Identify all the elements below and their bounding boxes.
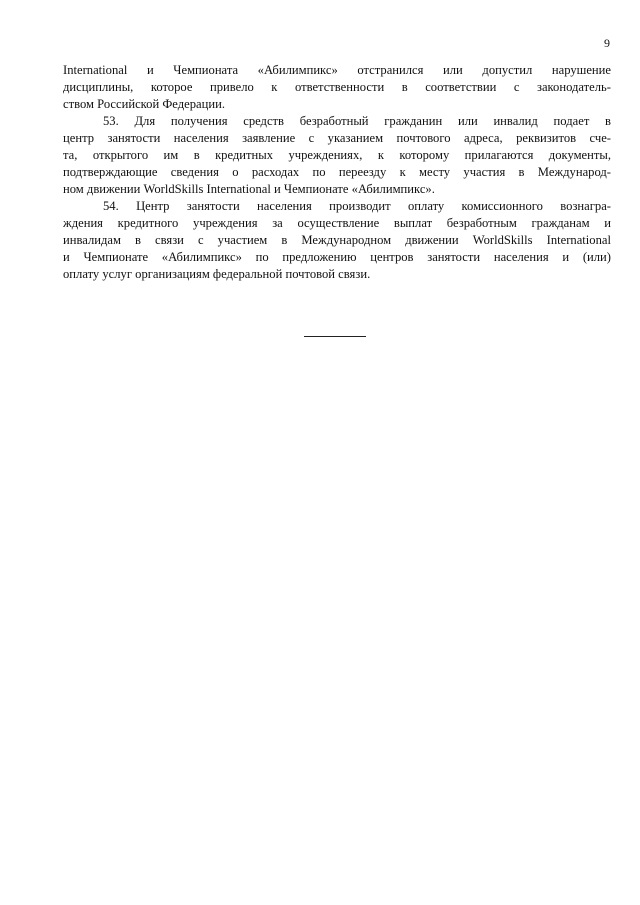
text-line: инвалидам в связи с участием в Международном движении WorldSkills International — [63, 233, 611, 247]
text-line: дисциплины, которое привело к ответственности в соответствии с законодатель- — [63, 80, 611, 94]
text-line: ном движении WorldSkills International и Чемпионате «Абилимпикс». — [63, 182, 435, 196]
text-line: подтверждающие сведения о расходах по переезду к месту участия в Международ- — [63, 165, 611, 179]
end-separator-line — [304, 336, 366, 337]
document-body — [63, 62, 611, 283]
text-line: и Чемпионате «Абилимпикс» по предложению центров занятости населения и (или) — [63, 250, 611, 264]
page-number: 9 — [604, 36, 610, 50]
text-line: ством Российской Федерации. — [63, 97, 225, 111]
text-line: ждения кредитного учреждения за осуществление выплат безработным гражданам и — [63, 216, 611, 230]
paragraph-item-54 — [63, 198, 611, 283]
text-line: 54. Центр занятости населения производит оплату комиссионного вознагра- — [103, 199, 611, 213]
text-line: оплату услуг организациям федеральной почтовой связи. — [63, 267, 371, 281]
text-line: International и Чемпионата «Абилимпикс» отстранился или допустил нарушение — [63, 63, 611, 77]
text-line: 53. Для получения средств безработный гражданин или инвалид подает в — [103, 114, 611, 128]
paragraph-item-53 — [63, 113, 611, 198]
paragraph-continuation — [63, 62, 611, 113]
text-line: центр занятости населения заявление с указанием почтового адреса, реквизитов сче- — [63, 131, 611, 145]
text-line: та, открытого им в кредитных учреждениях, к которому прилагаются документы, — [63, 148, 611, 162]
